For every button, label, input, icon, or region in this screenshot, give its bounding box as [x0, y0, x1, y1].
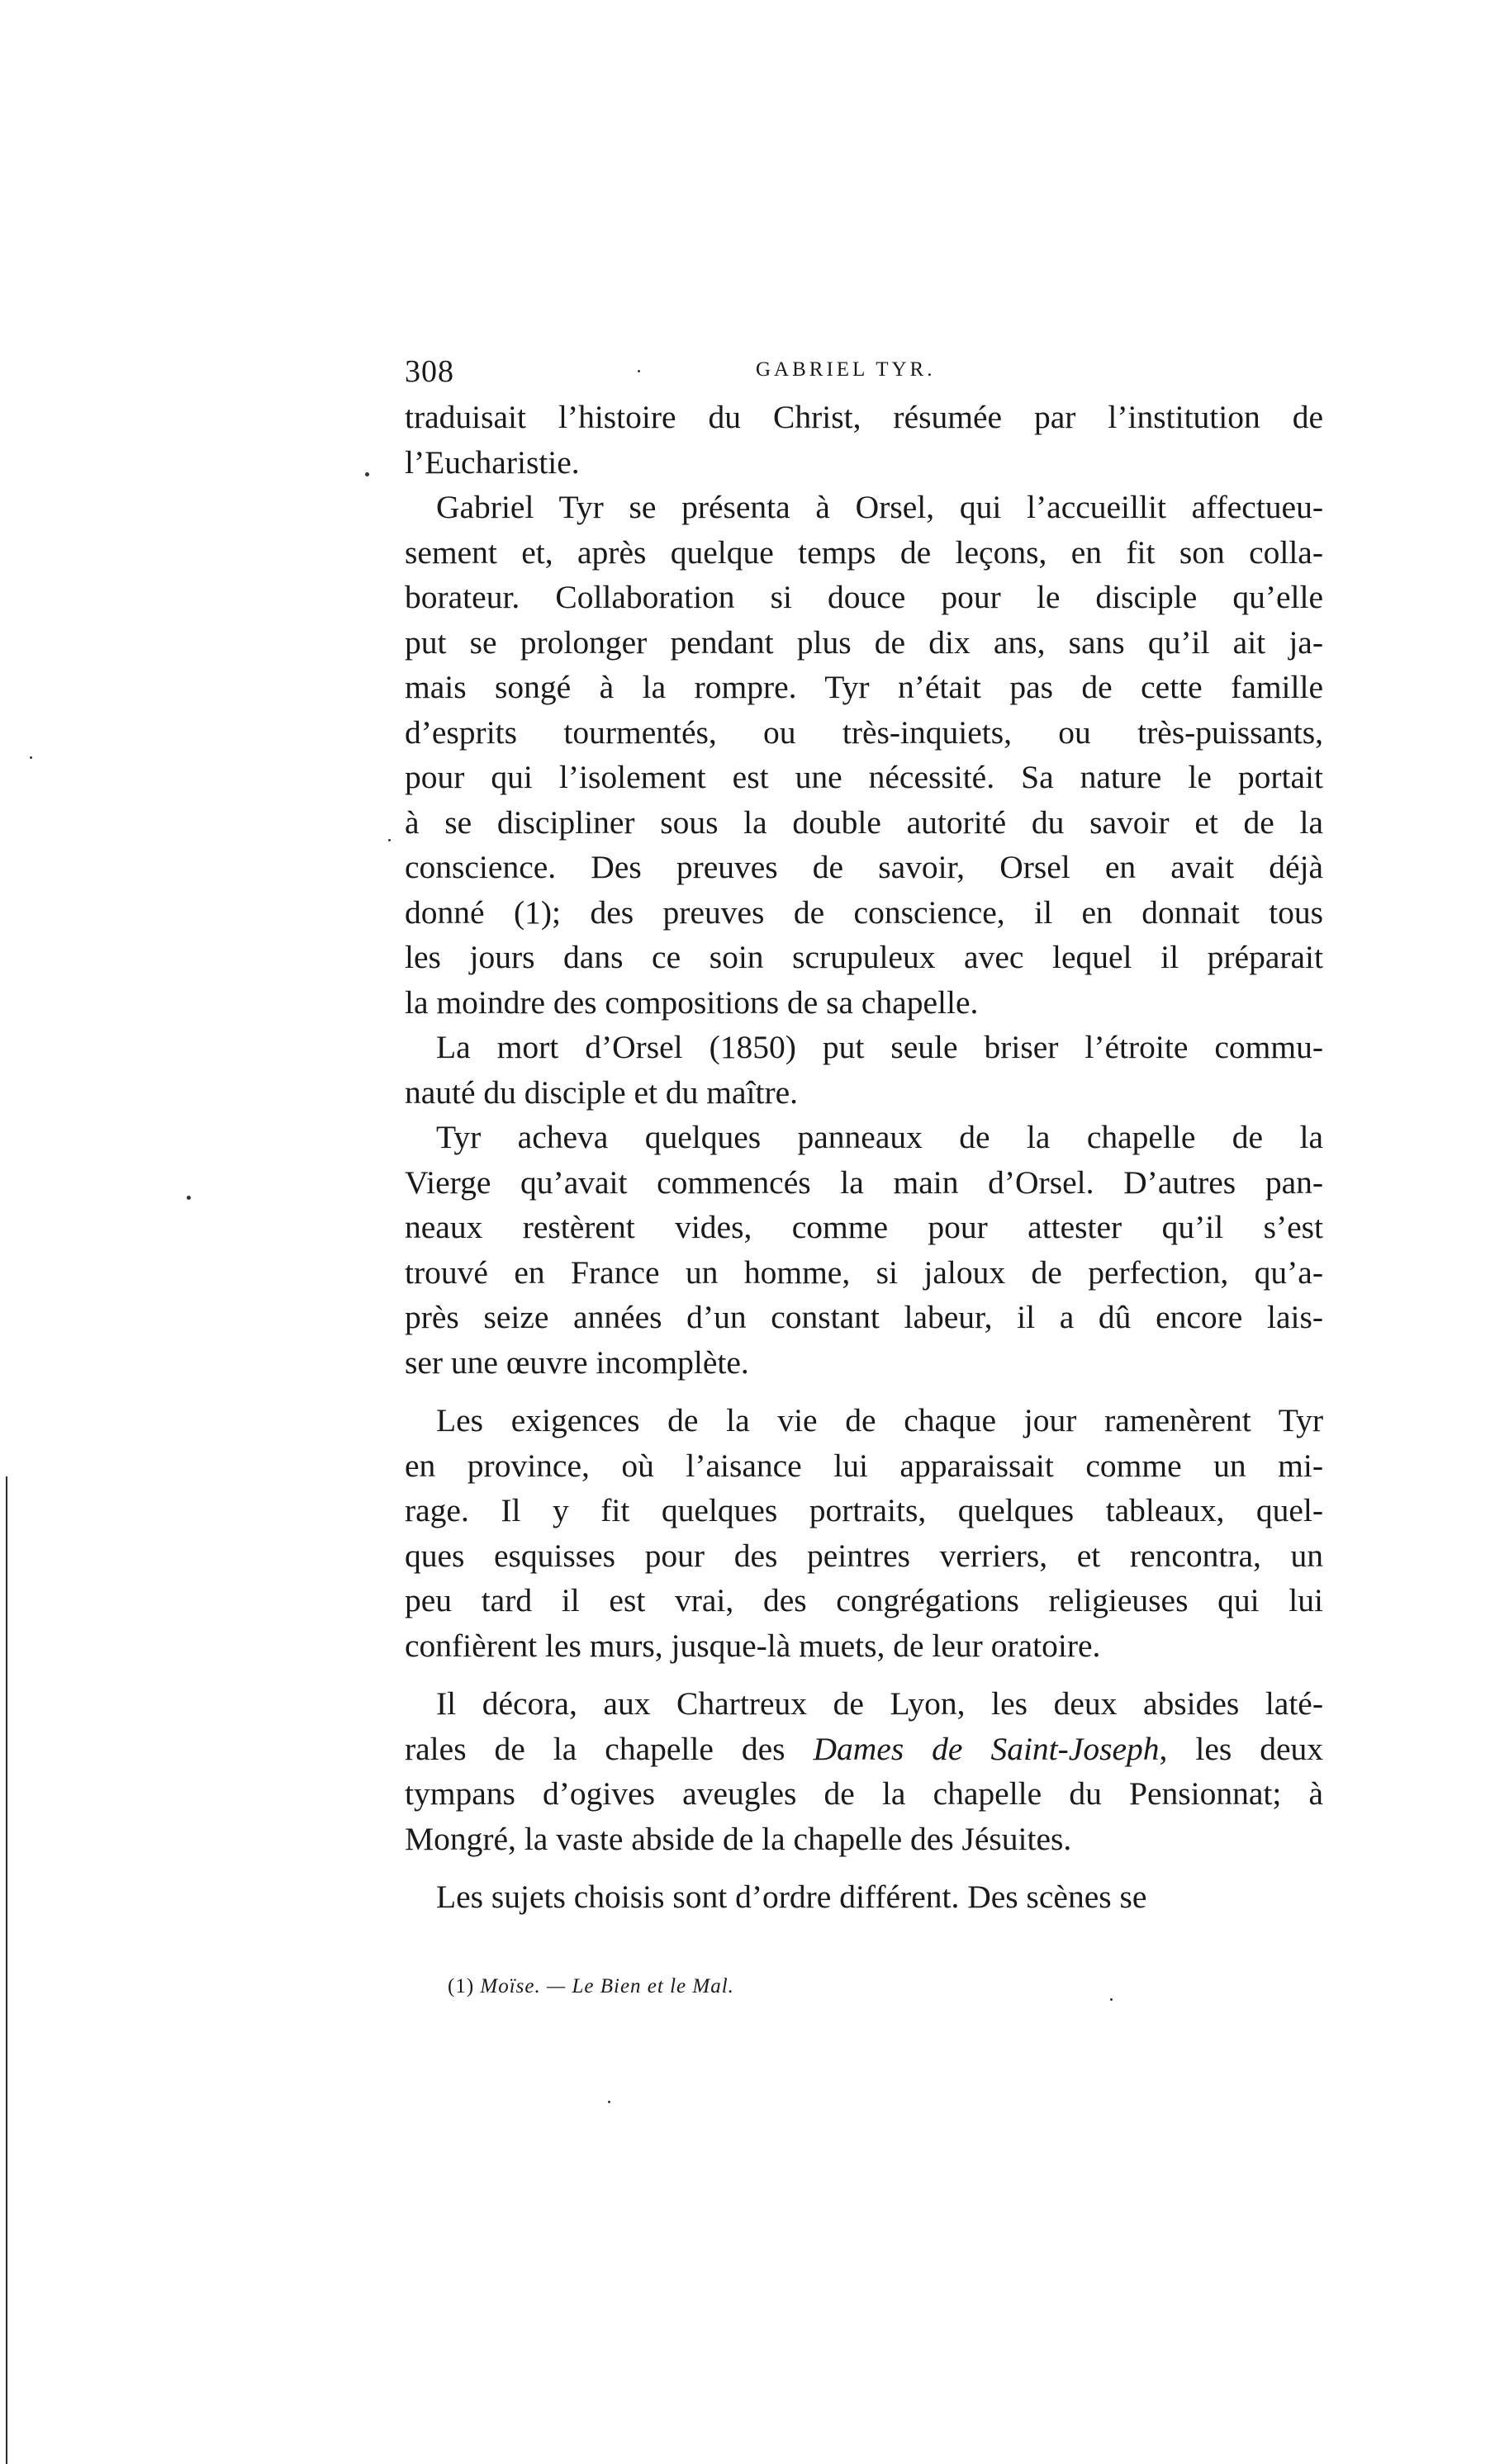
scan-speck — [187, 1196, 191, 1200]
text-line: peu tard il est vrai, des congrégations religieuses qui lui — [405, 1582, 1323, 1618]
paragraph — [405, 1681, 1323, 1861]
paragraph — [405, 1025, 1323, 1115]
text-line: Vierge qu’avait commencés la main d’Orsel. D’autres pan- — [405, 1163, 1323, 1201]
text-line: d’esprits tourmentés, ou très-inquiets, ou très-puissants, — [405, 713, 1323, 751]
scan-speck — [638, 370, 640, 372]
running-head — [405, 353, 1322, 395]
text-line: l’Eucharistie. — [405, 443, 580, 481]
text-line: la moindre des compositions de sa chapelle. — [405, 983, 979, 1021]
paragraph-gap — [405, 1385, 1323, 1398]
text-line: sement et, après quelque temps de leçons, en fit son colla- — [405, 533, 1323, 571]
text-line: mais songé à la rompre. Tyr n’était pas de cette famille — [405, 669, 1323, 705]
text-line: Tyr acheva quelques panneaux de la chapelle de la — [436, 1119, 1323, 1155]
running-title: GABRIEL TYR. — [756, 358, 936, 381]
scan-speck — [365, 472, 369, 476]
text-run: rales de la chapelle des — [405, 1730, 785, 1767]
text-line: borateur. Collaboration si douce pour le disciple qu’elle — [405, 579, 1323, 615]
text-line: les jours dans ce soin scrupuleux avec lequel il préparait — [405, 939, 1323, 975]
footnote — [448, 1975, 734, 1998]
text-line: La mort d’Orsel (1850) put seule briser l’étroite commu- — [436, 1029, 1323, 1065]
text-line: trouvé en France un homme, si jaloux de perfection, qu’a- — [405, 1253, 1323, 1291]
text-line: Gabriel Tyr se présenta à Orsel, qui l’accueillit affectueu- — [436, 489, 1323, 525]
text-line: rage. Il y fit quelques portraits, quelques tableaux, quel- — [405, 1492, 1323, 1528]
body-text — [405, 395, 1323, 1920]
paragraph-gap — [405, 1668, 1323, 1681]
scan-speck — [30, 756, 32, 759]
paragraph — [405, 1398, 1323, 1668]
text-line: Mongré, la vaste abside de la chapelle des Jésuites. — [405, 1820, 1072, 1857]
scan-edge-line — [6, 1476, 7, 2464]
page-number: 308 — [405, 354, 454, 389]
scan-speck — [608, 2101, 610, 2103]
text-line: donné (1); des preuves de conscience, il en donnait tous — [405, 893, 1323, 931]
paragraph — [405, 395, 1323, 485]
text-line: en province, où l’aisance lui apparaissait comme un mi- — [405, 1447, 1323, 1484]
text-line: ques esquisses pour des peintres verriers, et rencontra, un — [405, 1537, 1323, 1574]
text-line — [405, 1727, 1323, 1772]
paragraph — [405, 1874, 1323, 1920]
footnote-text: Moïse. — Le Bien et le Mal. — [480, 1975, 734, 1997]
paragraph-gap — [405, 1861, 1323, 1874]
text-line: put se prolonger pendant plus de dix ans, sans qu’il ait ja- — [405, 623, 1323, 661]
scan-speck — [1110, 1998, 1113, 2001]
paragraph — [405, 1115, 1323, 1385]
text-line: confièrent les murs, jusque-là muets, de leur oratoire. — [405, 1627, 1101, 1664]
text-line: ser une œuvre incomplète. — [405, 1343, 749, 1381]
text-line: nauté du disciple et du maître. — [405, 1073, 799, 1111]
text-run: , les deux — [1159, 1730, 1323, 1767]
text-line: conscience. Des preuves de savoir, Orsel en avait déjà — [405, 849, 1323, 885]
text-line: pour qui l’isolement est une nécessité. Sa nature le portait — [405, 759, 1323, 795]
text-line: Les exigences de la vie de chaque jour ramenèrent Tyr — [436, 1402, 1323, 1438]
text-line: tympans d’ogives aveugles de la chapelle du Pensionnat; à — [405, 1775, 1323, 1812]
scan-speck — [388, 839, 391, 841]
text-line: neaux restèrent vides, comme pour attester qu’il s’est — [405, 1209, 1323, 1245]
text-line: Les sujets choisis sont d’ordre différent. Des scènes se — [436, 1879, 1147, 1915]
text-line: traduisait l’histoire du Christ, résumée par l’institution de — [405, 399, 1323, 435]
text-line: à se discipliner sous la double autorité du savoir et de la — [405, 803, 1323, 841]
text-line: Il décora, aux Chartreux de Lyon, les deux absides laté- — [436, 1685, 1323, 1722]
italic-title: Dames de Saint-Joseph — [813, 1730, 1160, 1767]
text-line: près seize années d’un constant labeur, il a dû encore lais- — [405, 1299, 1323, 1335]
paragraph — [405, 485, 1323, 1025]
footnote-marker: (1) — [448, 1975, 475, 1997]
